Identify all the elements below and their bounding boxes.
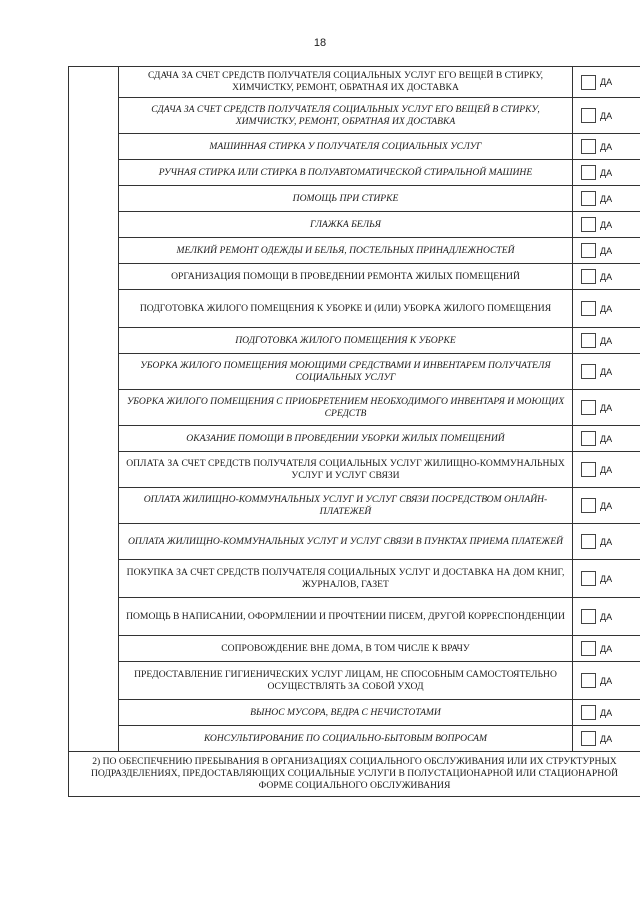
- yes-label: ДА: [600, 245, 613, 256]
- service-name: СДАЧА ЗА СЧЕТ СРЕДСТВ ПОЛУЧАТЕЛЯ СОЦИАЛЬНЫХ УСЛУГ ЕГО ВЕЩЕЙ В СТИРКУ, ХИМЧИСТКУ, РЕМОНТ, ОБРАТНАЯ ИХ ДОСТАВКА: [119, 98, 573, 134]
- yes-label: ДА: [600, 707, 613, 718]
- yes-cell: [573, 67, 640, 98]
- yes-label: ДА: [600, 219, 613, 230]
- yes-checkbox[interactable]: [581, 705, 596, 720]
- service-name: ПРЕДОСТАВЛЕНИЕ ГИГИЕНИЧЕСКИХ УСЛУГ ЛИЦАМ, НЕ СПОСОБНЫМ САМОСТОЯТЕЛЬНО ОСУЩЕСТВЛЯТЬ ЗА СОБОЙ УХОД: [119, 662, 573, 700]
- service-name: ОРГАНИЗАЦИЯ ПОМОЩИ В ПРОВЕДЕНИИ РЕМОНТА ЖИЛЫХ ПОМЕЩЕНИЙ: [119, 264, 573, 290]
- yes-checkbox[interactable]: [581, 165, 596, 180]
- section-footer-row: [69, 752, 640, 797]
- table-row: [69, 598, 640, 636]
- yes-cell: [573, 390, 640, 426]
- table-row: [69, 560, 640, 598]
- yes-option: [573, 269, 640, 284]
- yes-option: [573, 217, 640, 232]
- yes-checkbox[interactable]: [581, 269, 596, 284]
- table-row: [69, 67, 640, 98]
- yes-option: [573, 243, 640, 258]
- yes-cell: [573, 700, 640, 726]
- yes-option: [573, 534, 640, 549]
- yes-label: ДА: [600, 500, 613, 511]
- yes-cell: [573, 354, 640, 390]
- yes-checkbox[interactable]: [581, 333, 596, 348]
- yes-option: [573, 333, 640, 348]
- yes-option: [573, 609, 640, 624]
- table-row: [69, 290, 640, 328]
- yes-checkbox[interactable]: [581, 731, 596, 746]
- table-row: [69, 134, 640, 160]
- yes-option: [573, 498, 640, 513]
- yes-label: ДА: [600, 573, 613, 584]
- table-row: [69, 238, 640, 264]
- yes-option: [573, 431, 640, 446]
- blank-left-cell: [69, 67, 119, 752]
- yes-label: ДА: [600, 611, 613, 622]
- table-row: [69, 98, 640, 134]
- service-name: СДАЧА ЗА СЧЕТ СРЕДСТВ ПОЛУЧАТЕЛЯ СОЦИАЛЬНЫХ УСЛУГ ЕГО ВЕЩЕЙ В СТИРКУ, ХИМЧИСТКУ, РЕМОНТ, ОБРАТНАЯ ИХ ДОСТАВКА: [119, 67, 573, 98]
- service-name: ГЛАЖКА БЕЛЬЯ: [119, 212, 573, 238]
- section-footer: 2) ПО ОБЕСПЕЧЕНИЮ ПРЕБЫВАНИЯ В ОРГАНИЗАЦИЯХ СОЦИАЛЬНОГО ОБСЛУЖИВАНИЯ ИЛИ ИХ СТРУКТУРНЫХ ПОДРАЗДЕЛЕНИЯХ, ПРЕДОСТАВЛЯЮЩИХ СОЦИАЛЬНЫЕ УСЛУГИ В ПОЛУСТАЦИОНАРНОЙ ИЛИ СТАЦИОНАРНОЙ ФОРМЕ СОЦИАЛЬНОГО ОБСЛУЖИВАНИЯ: [69, 752, 640, 797]
- service-name: УБОРКА ЖИЛОГО ПОМЕЩЕНИЯ МОЮЩИМИ СРЕДСТВАМИ И ИНВЕНТАРЕМ ПОЛУЧАТЕЛЯ СОЦИАЛЬНЫХ УСЛУГ: [119, 354, 573, 390]
- yes-cell: [573, 636, 640, 662]
- yes-cell: [573, 238, 640, 264]
- table-row: [69, 328, 640, 354]
- yes-option: [573, 571, 640, 586]
- service-name: СОПРОВОЖДЕНИЕ ВНЕ ДОМА, В ТОМ ЧИСЛЕ К ВРАЧУ: [119, 636, 573, 662]
- yes-checkbox[interactable]: [581, 139, 596, 154]
- yes-option: [573, 364, 640, 379]
- table-row: [69, 426, 640, 452]
- service-name: МАШИННАЯ СТИРКА У ПОЛУЧАТЕЛЯ СОЦИАЛЬНЫХ УСЛУГ: [119, 134, 573, 160]
- table-row: [69, 524, 640, 560]
- yes-option: [573, 731, 640, 746]
- yes-option: [573, 75, 640, 90]
- service-name: ПОДГОТОВКА ЖИЛОГО ПОМЕЩЕНИЯ К УБОРКЕ И (ИЛИ) УБОРКА ЖИЛОГО ПОМЕЩЕНИЯ: [119, 290, 573, 328]
- yes-cell: [573, 426, 640, 452]
- yes-checkbox[interactable]: [581, 641, 596, 656]
- service-name: РУЧНАЯ СТИРКА ИЛИ СТИРКА В ПОЛУАВТОМАТИЧЕСКОЙ СТИРАЛЬНОЙ МАШИНЕ: [119, 160, 573, 186]
- yes-label: ДА: [600, 335, 613, 346]
- yes-option: [573, 301, 640, 316]
- yes-label: ДА: [600, 193, 613, 204]
- yes-option: [573, 400, 640, 415]
- yes-cell: [573, 290, 640, 328]
- yes-option: [573, 641, 640, 656]
- yes-label: ДА: [600, 303, 613, 314]
- table-row: [69, 186, 640, 212]
- yes-label: ДА: [600, 141, 613, 152]
- yes-option: [573, 139, 640, 154]
- yes-checkbox[interactable]: [581, 462, 596, 477]
- services-table: [68, 66, 640, 797]
- yes-cell: [573, 160, 640, 186]
- yes-option: [573, 673, 640, 688]
- yes-checkbox[interactable]: [581, 243, 596, 258]
- yes-label: ДА: [600, 110, 613, 121]
- service-name: ВЫНОС МУСОРА, ВЕДРА С НЕЧИСТОТАМИ: [119, 700, 573, 726]
- yes-option: [573, 165, 640, 180]
- yes-label: ДА: [600, 402, 613, 413]
- service-name: ОКАЗАНИЕ ПОМОЩИ В ПРОВЕДЕНИИ УБОРКИ ЖИЛЫХ ПОМЕЩЕНИЙ: [119, 426, 573, 452]
- yes-label: ДА: [600, 733, 613, 744]
- service-name: ОПЛАТА ЗА СЧЕТ СРЕДСТВ ПОЛУЧАТЕЛЯ СОЦИАЛЬНЫХ УСЛУГ ЖИЛИЩНО-КОММУНАЛЬНЫХ УСЛУГ И УСЛУГ СВЯЗИ: [119, 452, 573, 488]
- yes-cell: [573, 488, 640, 524]
- yes-cell: [573, 560, 640, 598]
- yes-checkbox[interactable]: [581, 364, 596, 379]
- table-row: [69, 212, 640, 238]
- service-name: МЕЛКИЙ РЕМОНТ ОДЕЖДЫ И БЕЛЬЯ, ПОСТЕЛЬНЫХ ПРИНАДЛЕЖНОСТЕЙ: [119, 238, 573, 264]
- yes-cell: [573, 662, 640, 700]
- page-number: 18: [313, 37, 327, 49]
- service-name: КОНСУЛЬТИРОВАНИЕ ПО СОЦИАЛЬНО-БЫТОВЫМ ВОПРОСАМ: [119, 726, 573, 752]
- yes-option: [573, 191, 640, 206]
- yes-checkbox[interactable]: [581, 301, 596, 316]
- table-row: [69, 488, 640, 524]
- yes-checkbox[interactable]: [581, 534, 596, 549]
- yes-label: ДА: [600, 675, 613, 686]
- yes-cell: [573, 452, 640, 488]
- yes-label: ДА: [600, 464, 613, 475]
- yes-checkbox[interactable]: [581, 673, 596, 688]
- yes-checkbox[interactable]: [581, 108, 596, 123]
- table-row: [69, 636, 640, 662]
- yes-option: [573, 705, 640, 720]
- table-row: [69, 264, 640, 290]
- yes-label: ДА: [600, 536, 613, 547]
- service-name: ПОМОЩЬ В НАПИСАНИИ, ОФОРМЛЕНИИ И ПРОЧТЕНИИ ПИСЕМ, ДРУГОЙ КОРРЕСПОНДЕНЦИИ: [119, 598, 573, 636]
- yes-cell: [573, 598, 640, 636]
- service-name: ПОКУПКА ЗА СЧЕТ СРЕДСТВ ПОЛУЧАТЕЛЯ СОЦИАЛЬНЫХ УСЛУГ И ДОСТАВКА НА ДОМ КНИГ, ЖУРНАЛОВ, ГАЗЕТ: [119, 560, 573, 598]
- yes-cell: [573, 134, 640, 160]
- yes-cell: [573, 328, 640, 354]
- service-name: УБОРКА ЖИЛОГО ПОМЕЩЕНИЯ С ПРИОБРЕТЕНИЕМ НЕОБХОДИМОГО ИНВЕНТАРЯ И МОЮЩИХ СРЕДСТВ: [119, 390, 573, 426]
- table-row: [69, 390, 640, 426]
- yes-cell: [573, 212, 640, 238]
- yes-checkbox[interactable]: [581, 75, 596, 90]
- yes-checkbox[interactable]: [581, 191, 596, 206]
- yes-checkbox[interactable]: [581, 431, 596, 446]
- table-row: [69, 354, 640, 390]
- service-name: ПОДГОТОВКА ЖИЛОГО ПОМЕЩЕНИЯ К УБОРКЕ: [119, 328, 573, 354]
- yes-checkbox[interactable]: [581, 217, 596, 232]
- yes-checkbox[interactable]: [581, 498, 596, 513]
- service-name: ОПЛАТА ЖИЛИЩНО-КОММУНАЛЬНЫХ УСЛУГ И УСЛУГ СВЯЗИ В ПУНКТАХ ПРИЕМА ПЛАТЕЖЕЙ: [119, 524, 573, 560]
- table-row: [69, 700, 640, 726]
- yes-cell: [573, 98, 640, 134]
- yes-label: ДА: [600, 77, 613, 87]
- yes-checkbox[interactable]: [581, 609, 596, 624]
- table-row: [69, 662, 640, 700]
- yes-cell: [573, 186, 640, 212]
- table-row: [69, 452, 640, 488]
- service-name: ОПЛАТА ЖИЛИЩНО-КОММУНАЛЬНЫХ УСЛУГ И УСЛУГ СВЯЗИ ПОСРЕДСТВОМ ОНЛАЙН-ПЛАТЕЖЕЙ: [119, 488, 573, 524]
- yes-label: ДА: [600, 366, 613, 377]
- yes-label: ДА: [600, 643, 613, 654]
- yes-option: [573, 108, 640, 123]
- yes-label: ДА: [600, 271, 613, 282]
- yes-cell: [573, 726, 640, 752]
- service-name: ПОМОЩЬ ПРИ СТИРКЕ: [119, 186, 573, 212]
- yes-checkbox[interactable]: [581, 400, 596, 415]
- yes-option: [573, 462, 640, 477]
- yes-label: ДА: [600, 433, 613, 444]
- yes-cell: [573, 264, 640, 290]
- table-row: [69, 726, 640, 752]
- table-row: [69, 160, 640, 186]
- yes-cell: [573, 524, 640, 560]
- yes-label: ДА: [600, 167, 613, 178]
- yes-checkbox[interactable]: [581, 571, 596, 586]
